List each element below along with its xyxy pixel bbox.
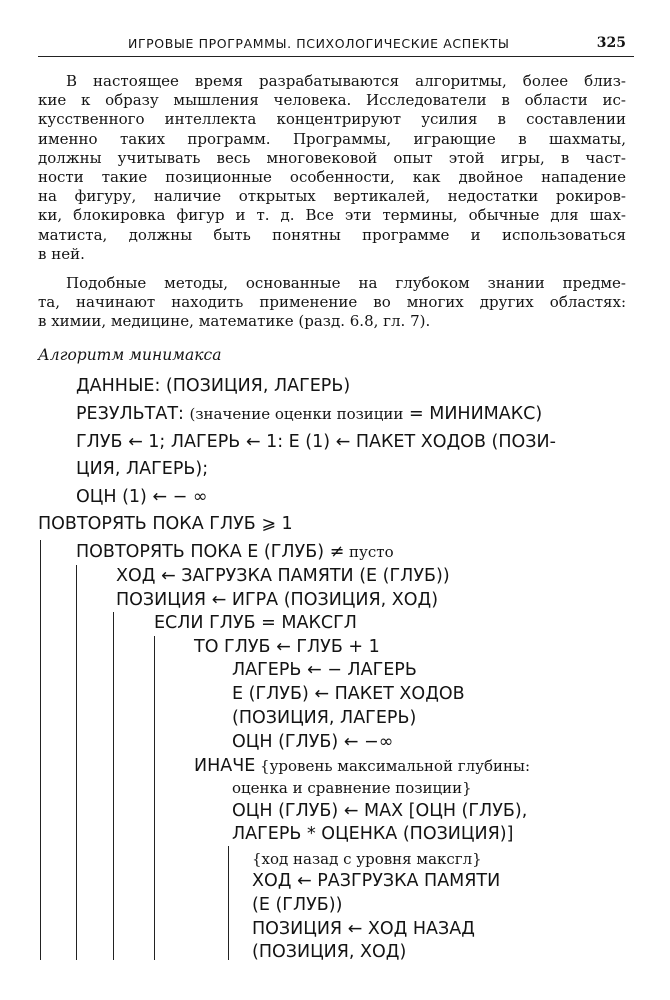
text-line: ности такие позиционные особенности, как двойное нападение xyxy=(38,168,626,187)
algo-line: (E (ГЛУБ)) xyxy=(252,895,343,915)
section-title: Алгоритм минимакса xyxy=(38,346,222,364)
algo-line: ПОЗИЦИЯ ← ХОД НАЗАД xyxy=(252,919,475,939)
text-line: именно таких программ. Программы, играющие в шахматы, xyxy=(38,129,626,148)
running-title: ИГРОВЫЕ ПРОГРАММЫ. ПСИХОЛОГИЧЕСКИЕ АСПЕКТЫ xyxy=(128,36,510,51)
block-line-body xyxy=(113,612,114,960)
text-line: в химии, медицине, математике (разд. 6.8, гл. 7). xyxy=(38,312,431,331)
algo-line: Е (ГЛУБ) ← ПАКЕТ ХОДОВ xyxy=(232,684,465,704)
algo-line: ХОД ← ЗАГРУЗКА ПАМЯТИ (E (ГЛУБ)) xyxy=(116,566,450,586)
algo-comment-line: оценка и сравнение позиции} xyxy=(232,779,472,797)
text-line: Подобные методы, основанные на глубоком знании предме- xyxy=(66,274,626,292)
algo-line: (ПОЗИЦИЯ, ХОД) xyxy=(252,942,407,962)
text-line: та, начинают находить применение во многих других областях: xyxy=(38,293,626,312)
algo-comment: пусто xyxy=(344,543,394,561)
algo-line: ГЛУБ ← 1; ЛАГЕРЬ ← 1: E (1) ← ПАКЕТ ХОДОВ (ПОЗИ- xyxy=(76,432,556,452)
text-line: на фигуру, наличие открытых вертикалей, недостатки рокиров- xyxy=(38,187,626,206)
algo-line: ДАННЫЕ: (ПОЗИЦИЯ, ЛАГЕРЬ) xyxy=(76,376,351,396)
text-line: ки, блокировка фигур и т. д. Все эти термины, обычные для шах- xyxy=(38,206,626,225)
algo-line: ОЦН (ГЛУБ) ← МАХ [ОЦН (ГЛУБ), xyxy=(232,801,528,821)
algo-line: ЛАГЕРЬ * ОЦЕНКА (ПОЗИЦИЯ)] xyxy=(232,824,514,844)
algo-line: ТО ГЛУБ ← ГЛУБ + 1 xyxy=(194,637,380,657)
algo-keyword: ПОВТОРЯТЬ ПОКА E (ГЛУБ) ≠ xyxy=(76,542,345,562)
algo-comment: (значение оценки позиции xyxy=(189,405,404,423)
algo-line: ХОД ← РАЗГРУЗКА ПАМЯТИ xyxy=(252,871,501,891)
algo-keyword: РЕЗУЛЬТАТ: xyxy=(76,404,184,424)
block-line-repeat xyxy=(76,565,77,960)
text-line: в ней. xyxy=(38,244,85,263)
text-line: матиста, должны быть понятны программе и использоваться xyxy=(38,225,626,244)
algo-line xyxy=(76,540,394,564)
block-line-else xyxy=(228,846,229,960)
algo-line: ЕСЛИ ГЛУБ = МАКСГЛ xyxy=(154,613,357,633)
block-line-outer xyxy=(40,540,41,960)
algo-keyword: = МИНИМАКС) xyxy=(403,404,543,424)
text-line: кусственного интеллекта концентрируют усилия в составлении xyxy=(38,110,626,129)
page-header xyxy=(38,35,634,57)
algo-line: ПОВТОРЯТЬ ПОКА ГЛУБ ⩾ 1 xyxy=(38,514,293,534)
algo-line: (ПОЗИЦИЯ, ЛАГЕРЬ) xyxy=(232,708,417,728)
block-line-if xyxy=(154,636,155,960)
page-number: 325 xyxy=(596,35,626,51)
algo-line xyxy=(194,754,530,778)
text-line: должны учитывать весь многовековой опыт этой игры, в част- xyxy=(38,148,626,167)
algo-line: ЛАГЕРЬ ← − ЛАГЕРЬ xyxy=(232,660,417,680)
algo-line xyxy=(76,402,542,426)
algo-keyword: ИНАЧЕ xyxy=(194,756,256,776)
algo-comment-line: {ход назад с уровня максгл} xyxy=(252,850,482,868)
algo-line: ЦИЯ, ЛАГЕРЬ); xyxy=(76,459,209,479)
paragraph-2 xyxy=(38,274,626,332)
algo-line: ОЦН (1) ← − ∞ xyxy=(76,487,208,507)
text-line: кие к образу мышления человека. Исследователи в области ис- xyxy=(38,91,626,110)
algo-line: ОЦН (ГЛУБ) ← −∞ xyxy=(232,732,394,752)
text-line: В настоящее время разрабатываются алгоритмы, более близ- xyxy=(66,72,626,90)
algo-line: ПОЗИЦИЯ ← ИГРА (ПОЗИЦИЯ, ХОД) xyxy=(116,590,439,610)
algo-comment: {уровень максимальной глубины: xyxy=(255,757,531,775)
paragraph-1 xyxy=(38,72,626,264)
